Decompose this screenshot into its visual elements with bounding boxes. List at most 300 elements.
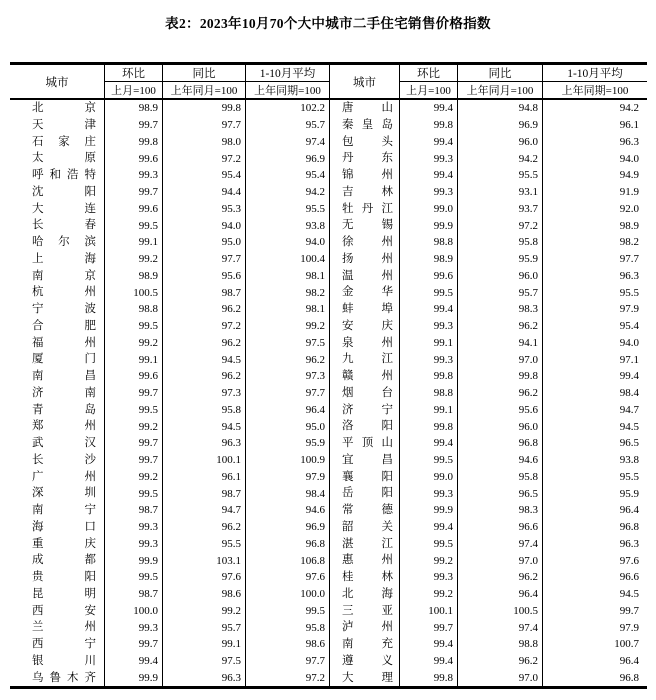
city-cell: 石家庄 bbox=[10, 134, 105, 151]
value-cell: 99.3 bbox=[400, 184, 458, 201]
value-cell: 100.7 bbox=[614, 638, 639, 651]
value-cell: 94.2 bbox=[246, 184, 330, 201]
city-cell: 宜昌 bbox=[330, 452, 400, 469]
city-cell: 宁波 bbox=[10, 301, 105, 318]
city-cell: 桂林 bbox=[330, 569, 400, 586]
city-cell: 大连 bbox=[10, 201, 105, 218]
value-cell: 95.5 bbox=[163, 536, 246, 553]
value-cell: 99.5 bbox=[105, 318, 163, 335]
city-cell: 丹东 bbox=[330, 150, 400, 167]
value-cell: 99.8 bbox=[105, 134, 163, 151]
header-mom-right: 环比 bbox=[400, 65, 458, 82]
value-cell: 99.4 bbox=[400, 519, 458, 536]
value-cell: 97.0 bbox=[458, 552, 543, 569]
value-cell: 99.4 bbox=[400, 100, 458, 117]
value-cell: 96.3 bbox=[163, 435, 246, 452]
table-row bbox=[10, 636, 647, 653]
city-cell: 常德 bbox=[330, 502, 400, 519]
header-mom-left: 环比 bbox=[105, 65, 163, 82]
value-cell: 98.6 bbox=[163, 586, 246, 603]
city-cell: 唐山 bbox=[330, 100, 400, 117]
value-cell: 98.2 bbox=[246, 284, 330, 301]
value-cell: 96.9 bbox=[246, 150, 330, 167]
city-cell: 南昌 bbox=[10, 368, 105, 385]
city-cell: 湛江 bbox=[330, 536, 400, 553]
city-cell: 蚌埠 bbox=[330, 301, 400, 318]
value-cell: 96.0 bbox=[458, 418, 543, 435]
city-cell: 无锡 bbox=[330, 217, 400, 234]
value-cell: 97.3 bbox=[163, 385, 246, 402]
city-cell: 昆明 bbox=[10, 586, 105, 603]
value-cell: 100.5 bbox=[105, 284, 163, 301]
header-mom-base-left: 上月=100 bbox=[105, 82, 163, 98]
value-cell: 96.9 bbox=[458, 117, 543, 134]
city-cell: 厦门 bbox=[10, 351, 105, 368]
table-row bbox=[10, 217, 647, 234]
value-cell: 97.7 bbox=[163, 251, 246, 268]
value-cell: 96.2 bbox=[458, 653, 543, 670]
value-cell: 96.4 bbox=[619, 655, 639, 668]
city-cell: 哈尔滨 bbox=[10, 234, 105, 251]
table-row bbox=[10, 670, 647, 687]
city-cell: 秦皇岛 bbox=[330, 117, 400, 134]
value-cell: 96.8 bbox=[619, 671, 639, 684]
value-cell: 95.5 bbox=[619, 286, 639, 299]
value-cell: 100.5 bbox=[458, 603, 543, 620]
value-cell: 98.1 bbox=[246, 268, 330, 285]
value-cell: 94.2 bbox=[619, 102, 639, 115]
value-cell: 99.1 bbox=[105, 234, 163, 251]
value-cell: 94.5 bbox=[619, 420, 639, 433]
value-cell: 94.5 bbox=[163, 418, 246, 435]
value-cell: 99.3 bbox=[105, 167, 163, 184]
value-cell: 100.1 bbox=[163, 452, 246, 469]
value-cell: 96.5 bbox=[458, 485, 543, 502]
value-cell: 99.7 bbox=[105, 184, 163, 201]
table-row bbox=[10, 452, 647, 469]
city-cell: 西宁 bbox=[10, 636, 105, 653]
city-cell: 北京 bbox=[10, 100, 105, 117]
city-cell: 南京 bbox=[10, 268, 105, 285]
value-cell: 94.6 bbox=[458, 452, 543, 469]
value-cell: 94.0 bbox=[246, 234, 330, 251]
city-cell: 广州 bbox=[10, 469, 105, 486]
value-cell: 96.5 bbox=[619, 437, 639, 450]
value-cell: 96.0 bbox=[458, 134, 543, 151]
value-cell: 99.2 bbox=[400, 552, 458, 569]
value-cell: 99.5 bbox=[400, 536, 458, 553]
value-cell: 99.6 bbox=[400, 268, 458, 285]
value-cell: 95.0 bbox=[246, 418, 330, 435]
value-cell: 95.5 bbox=[619, 470, 639, 483]
value-cell: 96.2 bbox=[458, 569, 543, 586]
value-cell: 95.9 bbox=[458, 251, 543, 268]
value-cell: 98.7 bbox=[163, 485, 246, 502]
table-row bbox=[10, 385, 647, 402]
value-cell: 99.1 bbox=[400, 335, 458, 352]
value-cell: 96.8 bbox=[246, 536, 330, 553]
value-cell: 96.2 bbox=[163, 519, 246, 536]
value-cell: 98.9 bbox=[619, 219, 639, 232]
value-cell: 99.3 bbox=[105, 619, 163, 636]
table-row bbox=[10, 502, 647, 519]
value-cell: 99.5 bbox=[105, 485, 163, 502]
header-avg-base-left: 上年同期=100 bbox=[246, 82, 330, 98]
value-cell: 95.4 bbox=[163, 167, 246, 184]
value-cell: 99.1 bbox=[163, 636, 246, 653]
value-cell: 98.0 bbox=[163, 134, 246, 151]
table-row bbox=[10, 469, 647, 486]
city-cell: 韶关 bbox=[330, 519, 400, 536]
table-row bbox=[10, 318, 647, 335]
value-cell: 96.8 bbox=[619, 521, 639, 534]
city-cell: 武汉 bbox=[10, 435, 105, 452]
value-cell: 100.1 bbox=[400, 603, 458, 620]
value-cell: 100.9 bbox=[246, 452, 330, 469]
value-cell: 95.7 bbox=[458, 284, 543, 301]
value-cell: 96.1 bbox=[163, 469, 246, 486]
value-cell: 99.0 bbox=[400, 201, 458, 218]
city-cell: 锦州 bbox=[330, 167, 400, 184]
value-cell: 99.5 bbox=[105, 217, 163, 234]
value-cell: 97.5 bbox=[163, 653, 246, 670]
header-yoy-left: 同比 bbox=[163, 65, 246, 82]
city-cell: 洛阳 bbox=[330, 418, 400, 435]
value-cell: 97.9 bbox=[619, 621, 639, 634]
value-cell: 96.0 bbox=[458, 268, 543, 285]
value-cell: 99.7 bbox=[105, 435, 163, 452]
table-row bbox=[10, 335, 647, 352]
table-body bbox=[10, 100, 647, 686]
table-row bbox=[10, 435, 647, 452]
value-cell: 99.4 bbox=[400, 167, 458, 184]
value-cell: 95.0 bbox=[163, 234, 246, 251]
value-cell: 99.1 bbox=[105, 351, 163, 368]
value-cell: 93.7 bbox=[458, 201, 543, 218]
value-cell: 99.2 bbox=[105, 418, 163, 435]
city-cell: 长春 bbox=[10, 217, 105, 234]
value-cell: 95.7 bbox=[163, 619, 246, 636]
table-row bbox=[10, 117, 647, 134]
table-row bbox=[10, 351, 647, 368]
city-cell: 南充 bbox=[330, 636, 400, 653]
value-cell: 97.0 bbox=[458, 351, 543, 368]
value-cell: 94.0 bbox=[619, 336, 639, 349]
value-cell: 99.3 bbox=[400, 569, 458, 586]
city-cell: 金华 bbox=[330, 284, 400, 301]
city-cell: 重庆 bbox=[10, 536, 105, 553]
value-cell: 99.5 bbox=[105, 402, 163, 419]
value-cell: 95.5 bbox=[458, 167, 543, 184]
value-cell: 99.3 bbox=[400, 351, 458, 368]
value-cell: 95.8 bbox=[458, 234, 543, 251]
value-cell: 99.8 bbox=[400, 418, 458, 435]
value-cell: 99.5 bbox=[246, 603, 330, 620]
table-row bbox=[10, 167, 647, 184]
city-cell: 襄阳 bbox=[330, 469, 400, 486]
table-row bbox=[10, 536, 647, 553]
value-cell: 98.8 bbox=[105, 301, 163, 318]
value-cell: 97.7 bbox=[246, 385, 330, 402]
value-cell: 94.5 bbox=[619, 588, 639, 601]
value-cell: 94.2 bbox=[458, 150, 543, 167]
value-cell: 99.7 bbox=[105, 117, 163, 134]
value-cell: 99.3 bbox=[400, 485, 458, 502]
value-cell: 99.2 bbox=[163, 603, 246, 620]
header-yoy-base-right: 上年同月=100 bbox=[458, 82, 543, 98]
table-header bbox=[10, 65, 647, 100]
value-cell: 95.8 bbox=[163, 402, 246, 419]
value-cell: 98.3 bbox=[458, 301, 543, 318]
value-cell: 99.9 bbox=[400, 502, 458, 519]
value-cell: 97.6 bbox=[619, 554, 639, 567]
value-cell: 96.3 bbox=[619, 537, 639, 550]
value-cell: 97.4 bbox=[246, 134, 330, 151]
price-index-table bbox=[10, 62, 647, 689]
value-cell: 99.0 bbox=[400, 469, 458, 486]
value-cell: 96.2 bbox=[163, 368, 246, 385]
value-cell: 98.9 bbox=[105, 100, 163, 117]
value-cell: 97.6 bbox=[163, 569, 246, 586]
city-cell: 烟台 bbox=[330, 385, 400, 402]
header-yoy-right: 同比 bbox=[458, 65, 543, 82]
value-cell: 99.5 bbox=[400, 284, 458, 301]
value-cell: 99.2 bbox=[246, 318, 330, 335]
value-cell: 98.9 bbox=[400, 251, 458, 268]
city-cell: 牡丹江 bbox=[330, 201, 400, 218]
city-cell: 杭州 bbox=[10, 284, 105, 301]
table-row bbox=[10, 150, 647, 167]
value-cell: 99.9 bbox=[400, 217, 458, 234]
table-row bbox=[10, 100, 647, 117]
value-cell: 97.2 bbox=[163, 318, 246, 335]
city-cell: 长沙 bbox=[10, 452, 105, 469]
table-row bbox=[10, 301, 647, 318]
value-cell: 96.2 bbox=[163, 335, 246, 352]
city-cell: 西安 bbox=[10, 603, 105, 620]
city-cell: 包头 bbox=[330, 134, 400, 151]
value-cell: 96.2 bbox=[458, 385, 543, 402]
city-cell: 贵阳 bbox=[10, 569, 105, 586]
city-cell: 济南 bbox=[10, 385, 105, 402]
city-cell: 惠州 bbox=[330, 552, 400, 569]
value-cell: 98.8 bbox=[400, 385, 458, 402]
table-row bbox=[10, 184, 647, 201]
table-row bbox=[10, 284, 647, 301]
city-cell: 遵义 bbox=[330, 653, 400, 670]
value-cell: 91.9 bbox=[619, 186, 639, 199]
value-cell: 95.3 bbox=[163, 201, 246, 218]
value-cell: 94.0 bbox=[619, 152, 639, 165]
value-cell: 106.8 bbox=[246, 552, 330, 569]
table-row bbox=[10, 251, 647, 268]
value-cell: 92.0 bbox=[619, 202, 639, 215]
value-cell: 99.3 bbox=[105, 519, 163, 536]
value-cell: 93.1 bbox=[458, 184, 543, 201]
city-cell: 太原 bbox=[10, 150, 105, 167]
value-cell: 96.3 bbox=[619, 269, 639, 282]
city-cell: 济宁 bbox=[330, 402, 400, 419]
city-cell: 天津 bbox=[10, 117, 105, 134]
value-cell: 100.0 bbox=[105, 603, 163, 620]
value-cell: 98.2 bbox=[619, 236, 639, 249]
value-cell: 97.7 bbox=[163, 117, 246, 134]
value-cell: 99.7 bbox=[105, 452, 163, 469]
value-cell: 102.2 bbox=[246, 100, 330, 117]
value-cell: 97.4 bbox=[458, 536, 543, 553]
value-cell: 99.9 bbox=[105, 552, 163, 569]
value-cell: 97.9 bbox=[246, 469, 330, 486]
value-cell: 99.2 bbox=[105, 251, 163, 268]
table-row bbox=[10, 552, 647, 569]
value-cell: 99.9 bbox=[105, 670, 163, 687]
value-cell: 97.5 bbox=[246, 335, 330, 352]
value-cell: 99.4 bbox=[400, 301, 458, 318]
city-cell: 岳阳 bbox=[330, 485, 400, 502]
header-avg-base-right: 上年同期=100 bbox=[561, 85, 629, 97]
value-cell: 97.0 bbox=[458, 670, 543, 687]
value-cell: 96.4 bbox=[246, 402, 330, 419]
city-cell: 泸州 bbox=[330, 619, 400, 636]
table-row bbox=[10, 485, 647, 502]
value-cell: 96.6 bbox=[619, 571, 639, 584]
table-row bbox=[10, 368, 647, 385]
value-cell: 99.6 bbox=[105, 201, 163, 218]
value-cell: 95.5 bbox=[246, 201, 330, 218]
table-row bbox=[10, 234, 647, 251]
city-cell: 兰州 bbox=[10, 619, 105, 636]
table-title: 表2：2023年10月70个大中城市二手住宅销售价格指数 bbox=[165, 16, 491, 31]
value-cell: 100.4 bbox=[246, 251, 330, 268]
value-cell: 97.7 bbox=[619, 253, 639, 266]
city-cell: 上海 bbox=[10, 251, 105, 268]
value-cell: 99.7 bbox=[105, 636, 163, 653]
value-cell: 98.7 bbox=[163, 284, 246, 301]
value-cell: 96.4 bbox=[458, 586, 543, 603]
value-cell: 98.3 bbox=[458, 502, 543, 519]
value-cell: 99.4 bbox=[105, 653, 163, 670]
value-cell: 94.7 bbox=[163, 502, 246, 519]
value-cell: 98.4 bbox=[246, 485, 330, 502]
city-cell: 北海 bbox=[330, 586, 400, 603]
value-cell: 97.3 bbox=[246, 368, 330, 385]
value-cell: 99.5 bbox=[105, 569, 163, 586]
city-cell: 三亚 bbox=[330, 603, 400, 620]
value-cell: 95.8 bbox=[246, 619, 330, 636]
value-cell: 95.7 bbox=[246, 117, 330, 134]
header-yoy-base-left: 上年同月=100 bbox=[163, 82, 246, 98]
city-cell: 深圳 bbox=[10, 485, 105, 502]
value-cell: 96.2 bbox=[246, 351, 330, 368]
city-cell: 合肥 bbox=[10, 318, 105, 335]
value-cell: 99.3 bbox=[105, 536, 163, 553]
value-cell: 96.1 bbox=[619, 119, 639, 132]
value-cell: 98.1 bbox=[246, 301, 330, 318]
city-cell: 徐州 bbox=[330, 234, 400, 251]
header-avg-left: 1-10月平均 bbox=[246, 65, 330, 82]
value-cell: 96.4 bbox=[619, 504, 639, 517]
table-row bbox=[10, 134, 647, 151]
value-cell: 96.2 bbox=[163, 301, 246, 318]
value-cell: 99.5 bbox=[400, 452, 458, 469]
value-cell: 94.6 bbox=[246, 502, 330, 519]
city-cell: 沈阳 bbox=[10, 184, 105, 201]
header-avg-right: 1-10月平均 bbox=[543, 65, 647, 82]
value-cell: 95.4 bbox=[246, 167, 330, 184]
table-row bbox=[10, 569, 647, 586]
city-cell: 平顶山 bbox=[330, 435, 400, 452]
value-cell: 99.1 bbox=[400, 402, 458, 419]
city-cell: 吉林 bbox=[330, 184, 400, 201]
table-row bbox=[10, 586, 647, 603]
table-row bbox=[10, 619, 647, 636]
table-row bbox=[10, 603, 647, 620]
value-cell: 98.4 bbox=[619, 387, 639, 400]
value-cell: 98.6 bbox=[246, 636, 330, 653]
value-cell: 99.3 bbox=[400, 150, 458, 167]
value-cell: 96.8 bbox=[458, 435, 543, 452]
value-cell: 99.4 bbox=[400, 435, 458, 452]
header-city-right: 城市 bbox=[330, 65, 400, 98]
value-cell: 99.4 bbox=[619, 370, 639, 383]
value-cell: 97.2 bbox=[246, 670, 330, 687]
value-cell: 98.9 bbox=[105, 268, 163, 285]
table-row bbox=[10, 418, 647, 435]
value-cell: 97.2 bbox=[458, 217, 543, 234]
city-cell: 青岛 bbox=[10, 402, 105, 419]
city-cell: 成都 bbox=[10, 552, 105, 569]
value-cell: 98.7 bbox=[105, 502, 163, 519]
value-cell: 98.8 bbox=[458, 636, 543, 653]
value-cell: 98.8 bbox=[400, 234, 458, 251]
city-cell: 安庆 bbox=[330, 318, 400, 335]
value-cell: 99.8 bbox=[400, 368, 458, 385]
value-cell: 95.6 bbox=[163, 268, 246, 285]
value-cell: 95.9 bbox=[619, 487, 639, 500]
value-cell: 94.7 bbox=[619, 403, 639, 416]
value-cell: 99.8 bbox=[400, 117, 458, 134]
value-cell: 99.4 bbox=[400, 134, 458, 151]
value-cell: 99.8 bbox=[458, 368, 543, 385]
value-cell: 97.2 bbox=[163, 150, 246, 167]
table-row bbox=[10, 201, 647, 218]
value-cell: 99.6 bbox=[105, 150, 163, 167]
value-cell: 97.4 bbox=[458, 619, 543, 636]
value-cell: 97.9 bbox=[619, 303, 639, 316]
city-cell: 赣州 bbox=[330, 368, 400, 385]
city-cell: 南宁 bbox=[10, 502, 105, 519]
table-row bbox=[10, 268, 647, 285]
city-cell: 郑州 bbox=[10, 418, 105, 435]
value-cell: 93.8 bbox=[246, 217, 330, 234]
value-cell: 95.4 bbox=[619, 320, 639, 333]
header-city-left: 城市 bbox=[10, 65, 105, 98]
value-cell: 96.3 bbox=[163, 670, 246, 687]
value-cell: 96.6 bbox=[458, 519, 543, 536]
value-cell: 99.7 bbox=[400, 619, 458, 636]
value-cell: 97.7 bbox=[246, 653, 330, 670]
value-cell: 96.3 bbox=[619, 135, 639, 148]
value-cell: 99.6 bbox=[105, 368, 163, 385]
value-cell: 94.5 bbox=[163, 351, 246, 368]
header-mom-base-right: 上月=100 bbox=[400, 82, 458, 98]
city-cell: 呼和浩特 bbox=[10, 167, 105, 184]
value-cell: 95.6 bbox=[458, 402, 543, 419]
value-cell: 99.2 bbox=[400, 586, 458, 603]
city-cell: 扬州 bbox=[330, 251, 400, 268]
value-cell: 99.8 bbox=[163, 100, 246, 117]
city-cell: 银川 bbox=[10, 653, 105, 670]
